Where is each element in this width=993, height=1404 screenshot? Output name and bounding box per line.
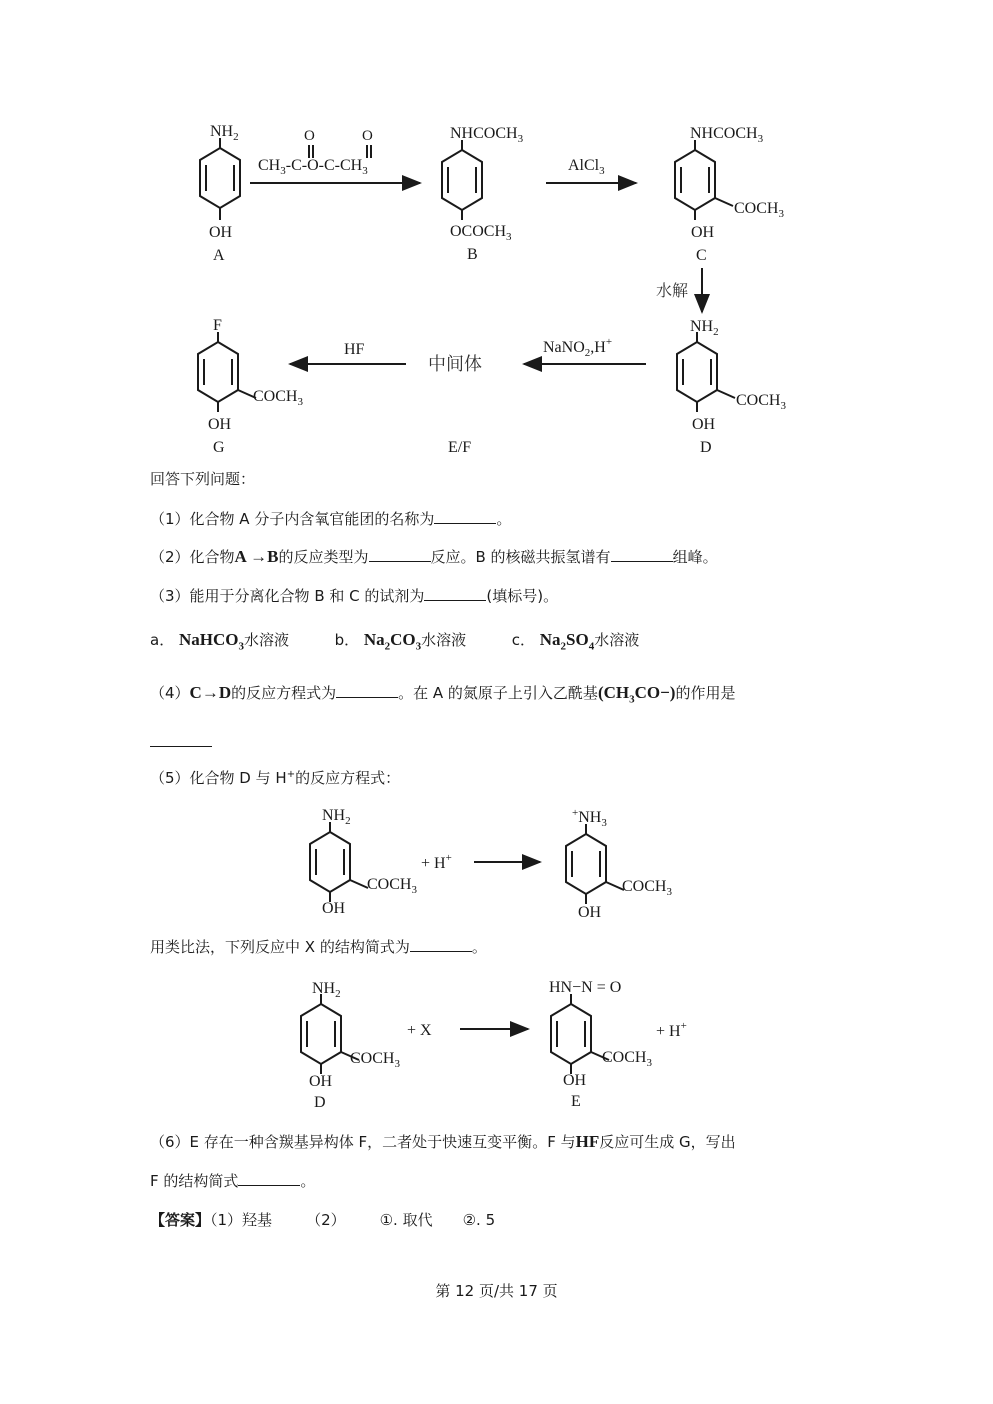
svg-text:O: O	[304, 128, 315, 144]
option-c: c． $Na_2SO_4$水溶液	[511, 630, 640, 653]
analogy-line: 用类比法，下列反应中 X 的结构简式为 。	[150, 938, 487, 956]
svg-text:OCOCH3: $OCOCH_3$	[450, 223, 512, 243]
question-4: （4）C→D的反应方程式为 。在 A 的氮原子上引入乙酰基$(CH_3CO-)$的作用是	[150, 683, 736, 706]
svg-text:OH: OH	[691, 224, 715, 241]
compound-a	[200, 123, 240, 264]
reagent-hydrolysis	[656, 268, 702, 312]
compound-d	[677, 318, 786, 456]
svg-text:NH2: $NH_2$	[690, 318, 719, 338]
svg-text:NaNO2,H+: NaNO$_2$,H+	[543, 336, 613, 359]
question-4-answer-blank	[150, 730, 212, 751]
svg-text:+NH3: $^+NH_3$	[572, 807, 607, 829]
equation-analogy	[301, 979, 687, 1111]
svg-text:NHCOCH3: $NHCOCH_3$	[690, 125, 764, 145]
svg-text:O: O	[362, 128, 373, 144]
svg-text:NHCOCH3: $NHCOCH_3$	[450, 125, 524, 145]
svg-text:CH3-C-O-C-CH3: $CH_3-C-O-C-CH_3$	[258, 157, 368, 177]
svg-text:OH: OH	[578, 904, 602, 921]
page-footer: 第 12 页/共 17 页	[435, 1282, 558, 1300]
option-b: b． $Na_2CO_3$水溶液	[334, 630, 467, 653]
svg-text:COCH3: $COCH_3$	[602, 1049, 652, 1069]
svg-text:水解: 水解	[656, 281, 689, 300]
equation-5	[310, 807, 672, 921]
svg-text:COCH3: $COCH_3$	[350, 1050, 400, 1070]
intro-line: 回答下列问题：	[150, 470, 256, 488]
svg-text:OH: OH	[322, 900, 346, 917]
question-6-line-2: F 的结构简式 。	[150, 1172, 316, 1190]
svg-text:OH: OH	[208, 416, 232, 433]
svg-text:HF: HF	[344, 341, 365, 358]
svg-text:F: F	[213, 317, 222, 334]
compound-c	[675, 125, 784, 264]
compound-b	[442, 125, 524, 263]
svg-text:COCH3: $COCH_3$	[734, 200, 784, 220]
svg-text:COCH3: $COCH_3$	[736, 392, 786, 412]
svg-text:HN−N = O: HN−N = O	[549, 979, 622, 996]
svg-text:+ X: + X	[407, 1022, 432, 1039]
intermediate-ef	[428, 354, 482, 456]
question-2: （2）化合物A →B的反应类型为 反应。B 的核磁共振氢谱有 组峰。	[150, 547, 718, 566]
compound-g	[198, 317, 303, 456]
label-a: A	[213, 247, 225, 264]
svg-text:OH: OH	[563, 1072, 587, 1089]
svg-text:COCH3: $COCH_3$	[367, 876, 417, 896]
svg-text:OH: OH	[209, 224, 233, 241]
question-6: （6）E 存在一种含羰基异构体 F，二者处于快速互变平衡。F 与HF反应可生成 G，写出	[150, 1132, 736, 1151]
reagent-alcl3	[546, 157, 636, 183]
question-1: （1）化合物 A 分子内含氧官能团的名称为 。	[150, 510, 512, 528]
svg-text:OH: OH	[309, 1073, 333, 1090]
svg-text:+ H+: + H+	[656, 1020, 687, 1040]
label-d2: D	[314, 1094, 326, 1111]
svg-text:COCH3: $COCH_3$	[253, 388, 303, 408]
reagent-hf	[290, 341, 406, 364]
question-5: （5）化合物 D 与 H+的反应方程式：	[150, 769, 401, 787]
label-ef: E/F	[448, 439, 472, 456]
svg-text:NH2: $NH_2$	[312, 980, 341, 1000]
question-3: （3）能用于分离化合物 B 和 C 的试剂为 (填标号)。	[150, 587, 559, 605]
svg-text:NH2: $NH_2$	[210, 123, 239, 143]
label-b: B	[467, 246, 478, 263]
reagent-anhydride	[250, 128, 420, 183]
svg-text:AlCl3: AlCl$_3$	[568, 157, 605, 177]
svg-text:中间体: 中间体	[428, 354, 482, 375]
svg-text:NH2: $NH_2$	[322, 807, 351, 827]
label-d: D	[700, 439, 712, 456]
svg-text:OH: OH	[692, 416, 716, 433]
question-3-options	[150, 629, 639, 652]
svg-text:+ H+: + H+	[421, 852, 452, 872]
label-c: C	[696, 247, 707, 264]
label-e: E	[571, 1093, 581, 1110]
svg-text:COCH3: $COCH_3$	[622, 878, 672, 898]
reagent-nano2	[524, 336, 646, 364]
option-a: a． NaHCO$_3$水溶液	[150, 630, 289, 653]
answer-line: 【答案】（1）羟基 （2） ①. 取代 ②. 5	[150, 1211, 496, 1229]
label-g: G	[213, 439, 225, 456]
